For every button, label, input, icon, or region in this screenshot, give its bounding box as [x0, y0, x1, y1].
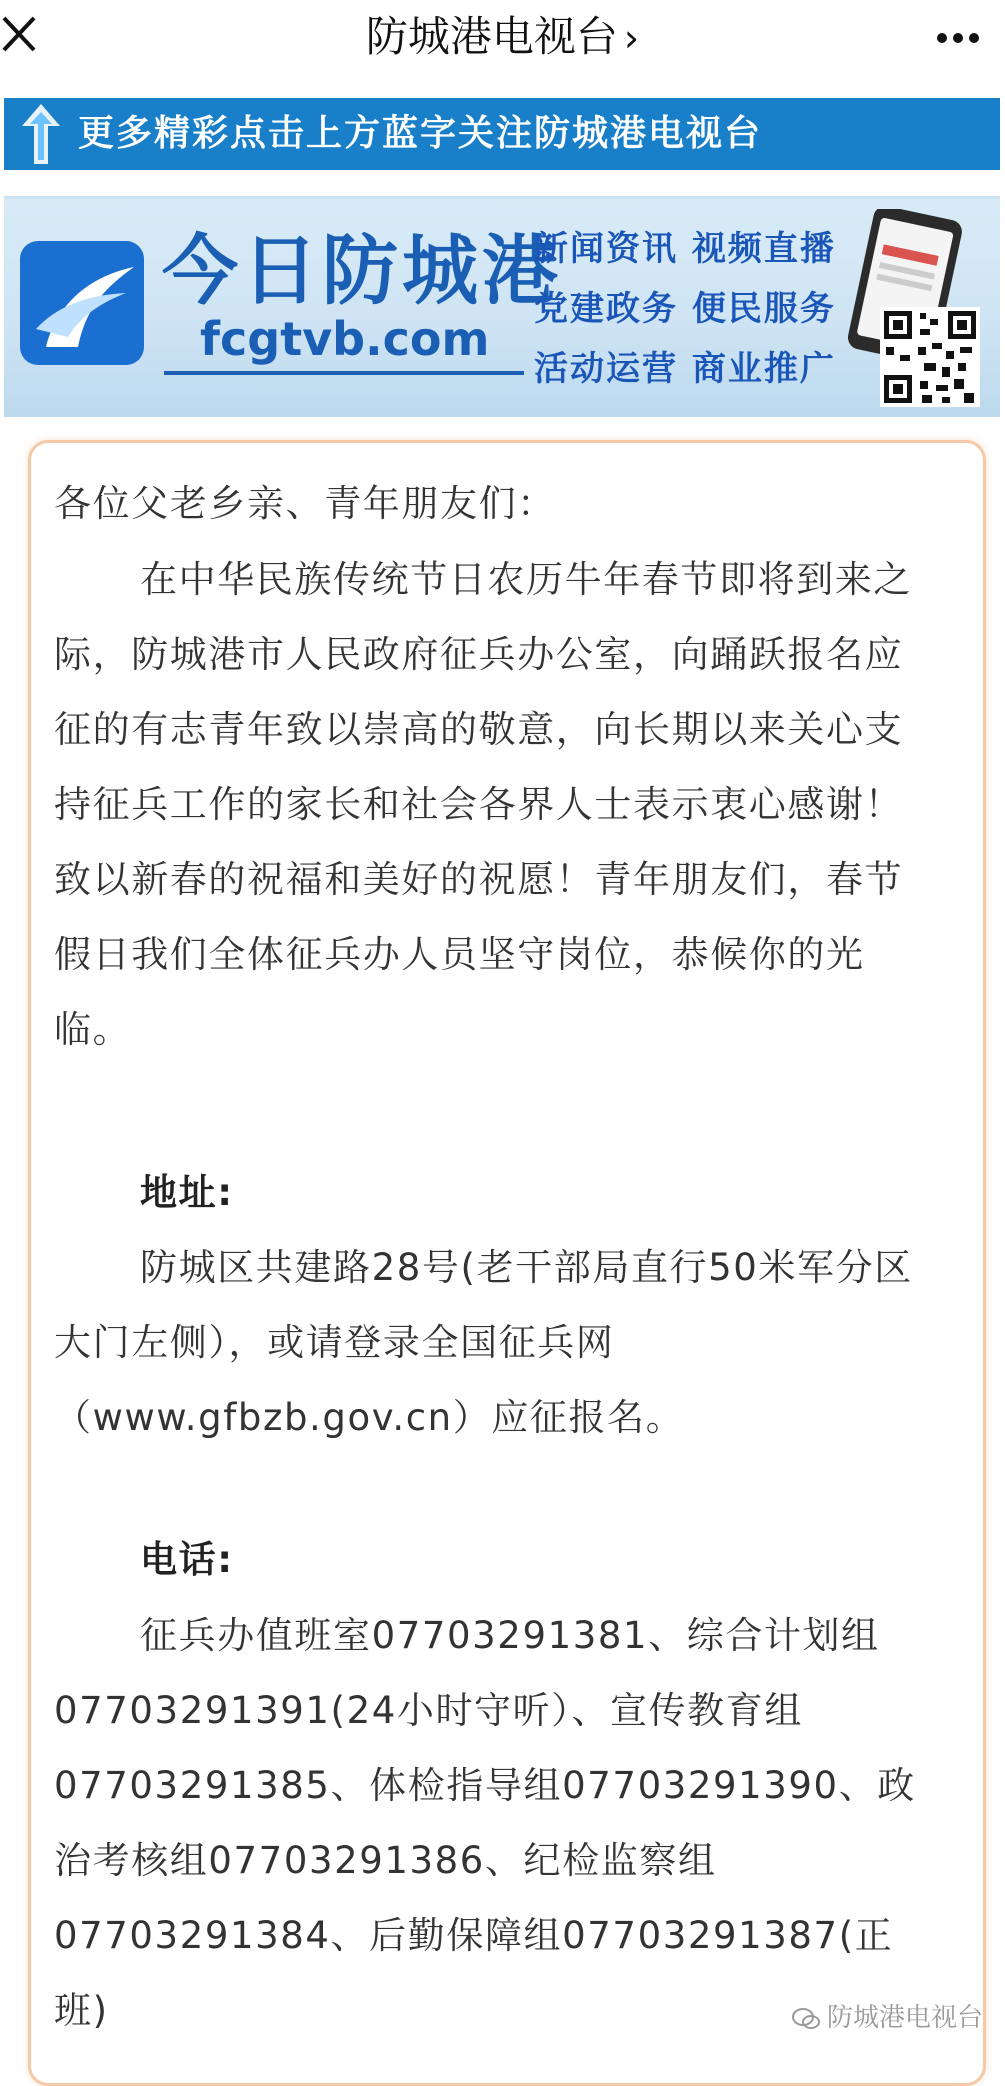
page-title: 防城港电视台: [365, 12, 618, 61]
ad-service-line: 新闻资讯 视频直播: [534, 229, 836, 269]
watermark: [791, 2000, 983, 2036]
station-logo: [16, 237, 148, 369]
phone-text: 征兵办值班室07703291381、综合计划组07703291391(24小时守听）、宣传教育组07703291385、体检指导组07703291390、政治考核组07703291386、纪检监察组07703291384、后勤保障组07703291387(正班): [54, 1614, 916, 2032]
address-label: 地址:: [140, 1171, 234, 1214]
ad-brand-name: 今日防城港: [162, 226, 562, 315]
follow-banner-text: 更多精彩点击上方蓝字关注防城港电视台: [78, 113, 763, 154]
greeting: 各位父老乡亲、青年朋友们：: [54, 482, 556, 525]
ad-banner[interactable]: [4, 196, 1000, 417]
watermark-text: 防城港电视台: [826, 2003, 983, 2033]
address-text: 防城区共建路28号(老干部局直行50米军分区大门左侧），或请登录全国征兵网（www.gfbzb.gov.cn）应征报名。: [54, 1246, 913, 1439]
top-navigation-bar: [0, 0, 1005, 76]
ad-domain: fcgtvb.com: [200, 312, 490, 366]
ad-service-line: 党建政务 便民服务: [534, 289, 836, 329]
ad-services-list: [534, 219, 836, 399]
wechat-icon: [791, 2006, 821, 2032]
phone-label: 电话:: [140, 1538, 234, 1581]
account-title-link[interactable]: [0, 8, 1005, 67]
paragraph-greeting-body: 在中华民族传统节日农历牛年春节即将到来之际，防城港市人民政府征兵办公室，向踊跃报名应征的有志青年致以崇高的敬意，向长期以来关心支持征兵工作的家长和社会各界人士表示衷心感谢！致以新春的祝福和美好的祝愿！青年朋友们，春节假日我们全体征兵办人员坚守岗位，恭候你的光临。: [54, 558, 912, 1051]
ad-service-line: 活动运营 商业推广: [534, 349, 836, 389]
divider: [164, 371, 524, 375]
qr-code: [880, 307, 980, 407]
chevron-right-icon: ›: [623, 16, 640, 60]
follow-banner[interactable]: [4, 98, 1000, 170]
up-arrow-icon: [18, 102, 64, 166]
more-icon[interactable]: [937, 28, 987, 40]
